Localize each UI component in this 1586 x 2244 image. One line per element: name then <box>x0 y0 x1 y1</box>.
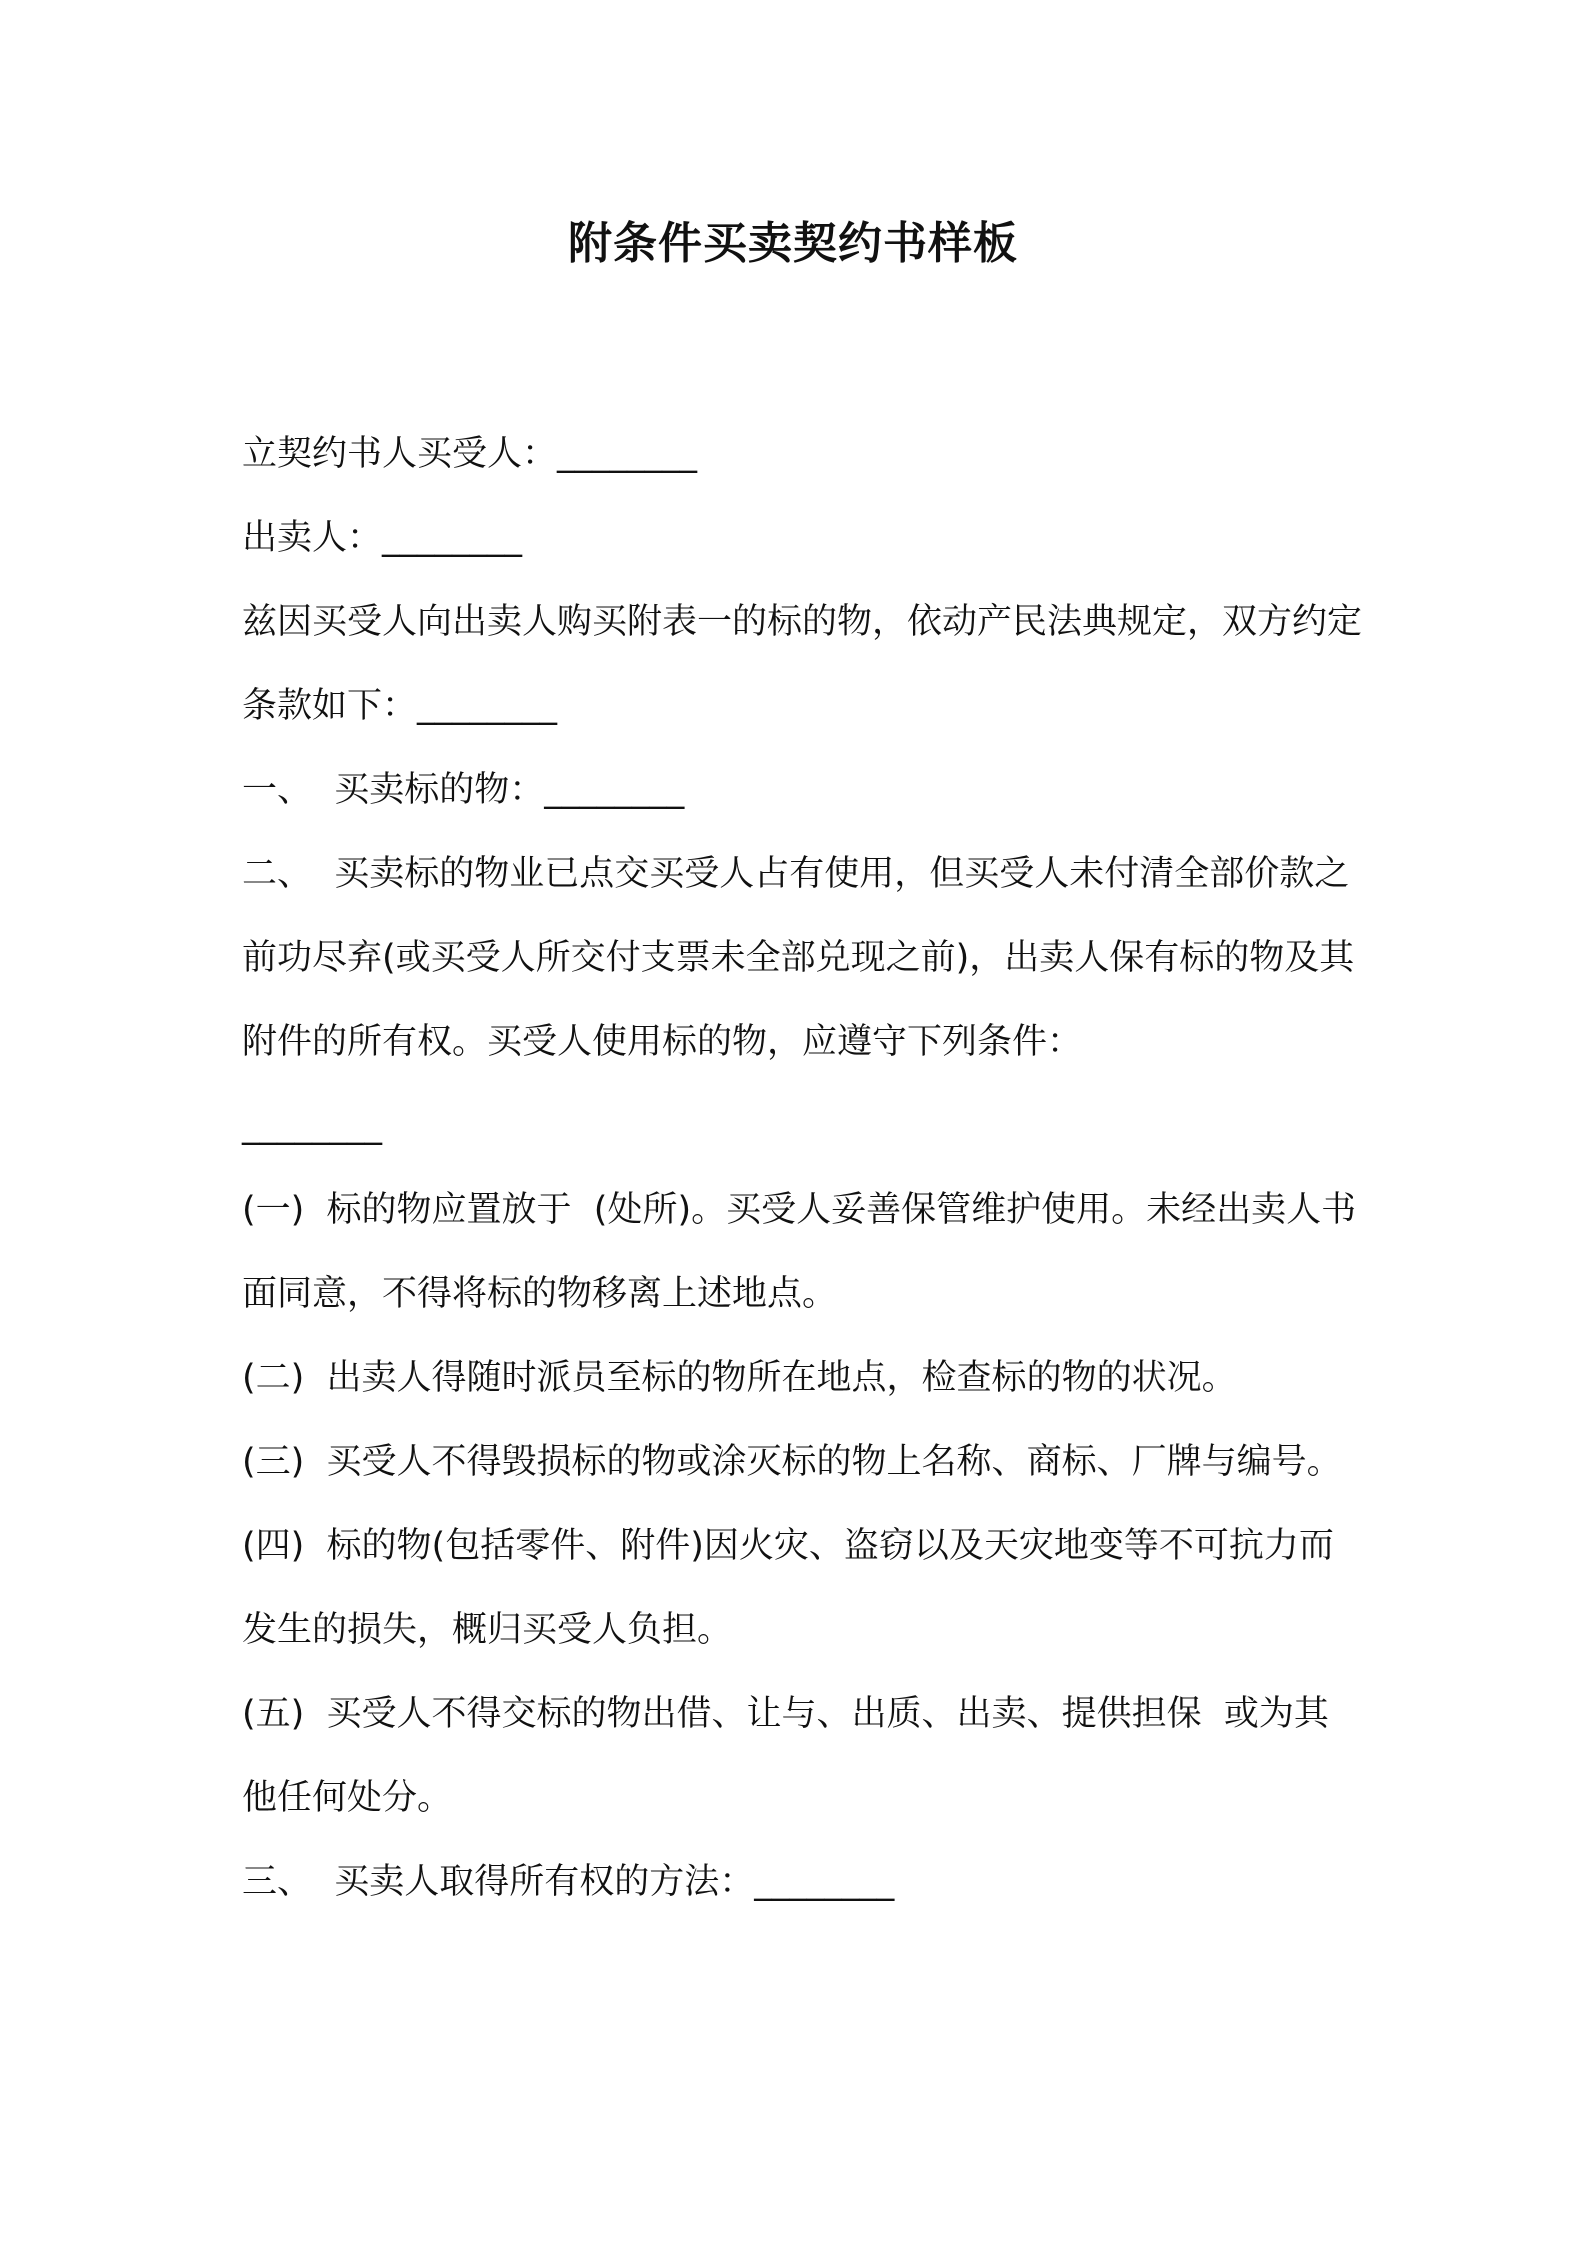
document-title: 附条件买卖契约书样板 <box>568 218 1018 269</box>
condition-5: (五) 买受人不得交标的物出借、让与、出质、出卖、提供担保 或为其他任何处分。 <box>242 1694 1329 1818</box>
condition-2: (二) 出卖人得随时派员至标的物所在地点，检查标的物的状况。 <box>242 1358 1237 1398</box>
condition-4: (四) 标的物(包括零件、附件)因火灾、盗窃以及天灾地变等不可抗力而发生的损失，概归买受人负担。 <box>242 1526 1334 1650</box>
clause-2-blank: ________ <box>242 1106 382 1146</box>
clause-3: 三、 买卖人取得所有权的方法：________ <box>242 1862 895 1902</box>
buyer-line: 立契约书人买受人：________ <box>242 434 698 474</box>
clause-1: 一、 买卖标的物：________ <box>242 770 685 810</box>
seller-line: 出卖人：________ <box>242 518 523 558</box>
condition-3: (三) 买受人不得毁损标的物或涂灭标的物上名称、商标、厂牌与编号。 <box>242 1442 1342 1482</box>
condition-1: (一) 标的物应置放于 (处所)。买受人妥善保管维护使用。未经出卖人书面同意，不得将标的物移离上述地点。 <box>242 1190 1357 1314</box>
document-body <box>242 412 1362 1924</box>
preamble-paragraph: 兹因买受人向出卖人购买附表一的标的物，依动产民法典规定，双方约定条款如下：________ <box>242 602 1363 726</box>
clause-2: 二、 买卖标的物业已点交买受人占有使用，但买受人未付清全部价款之前功尽弃(或买受人所交付支票未全部兑现之前)，出卖人保有标的物及其附件的所有权。买受人使用标的物，应遵守下列条件： <box>242 854 1355 1062</box>
